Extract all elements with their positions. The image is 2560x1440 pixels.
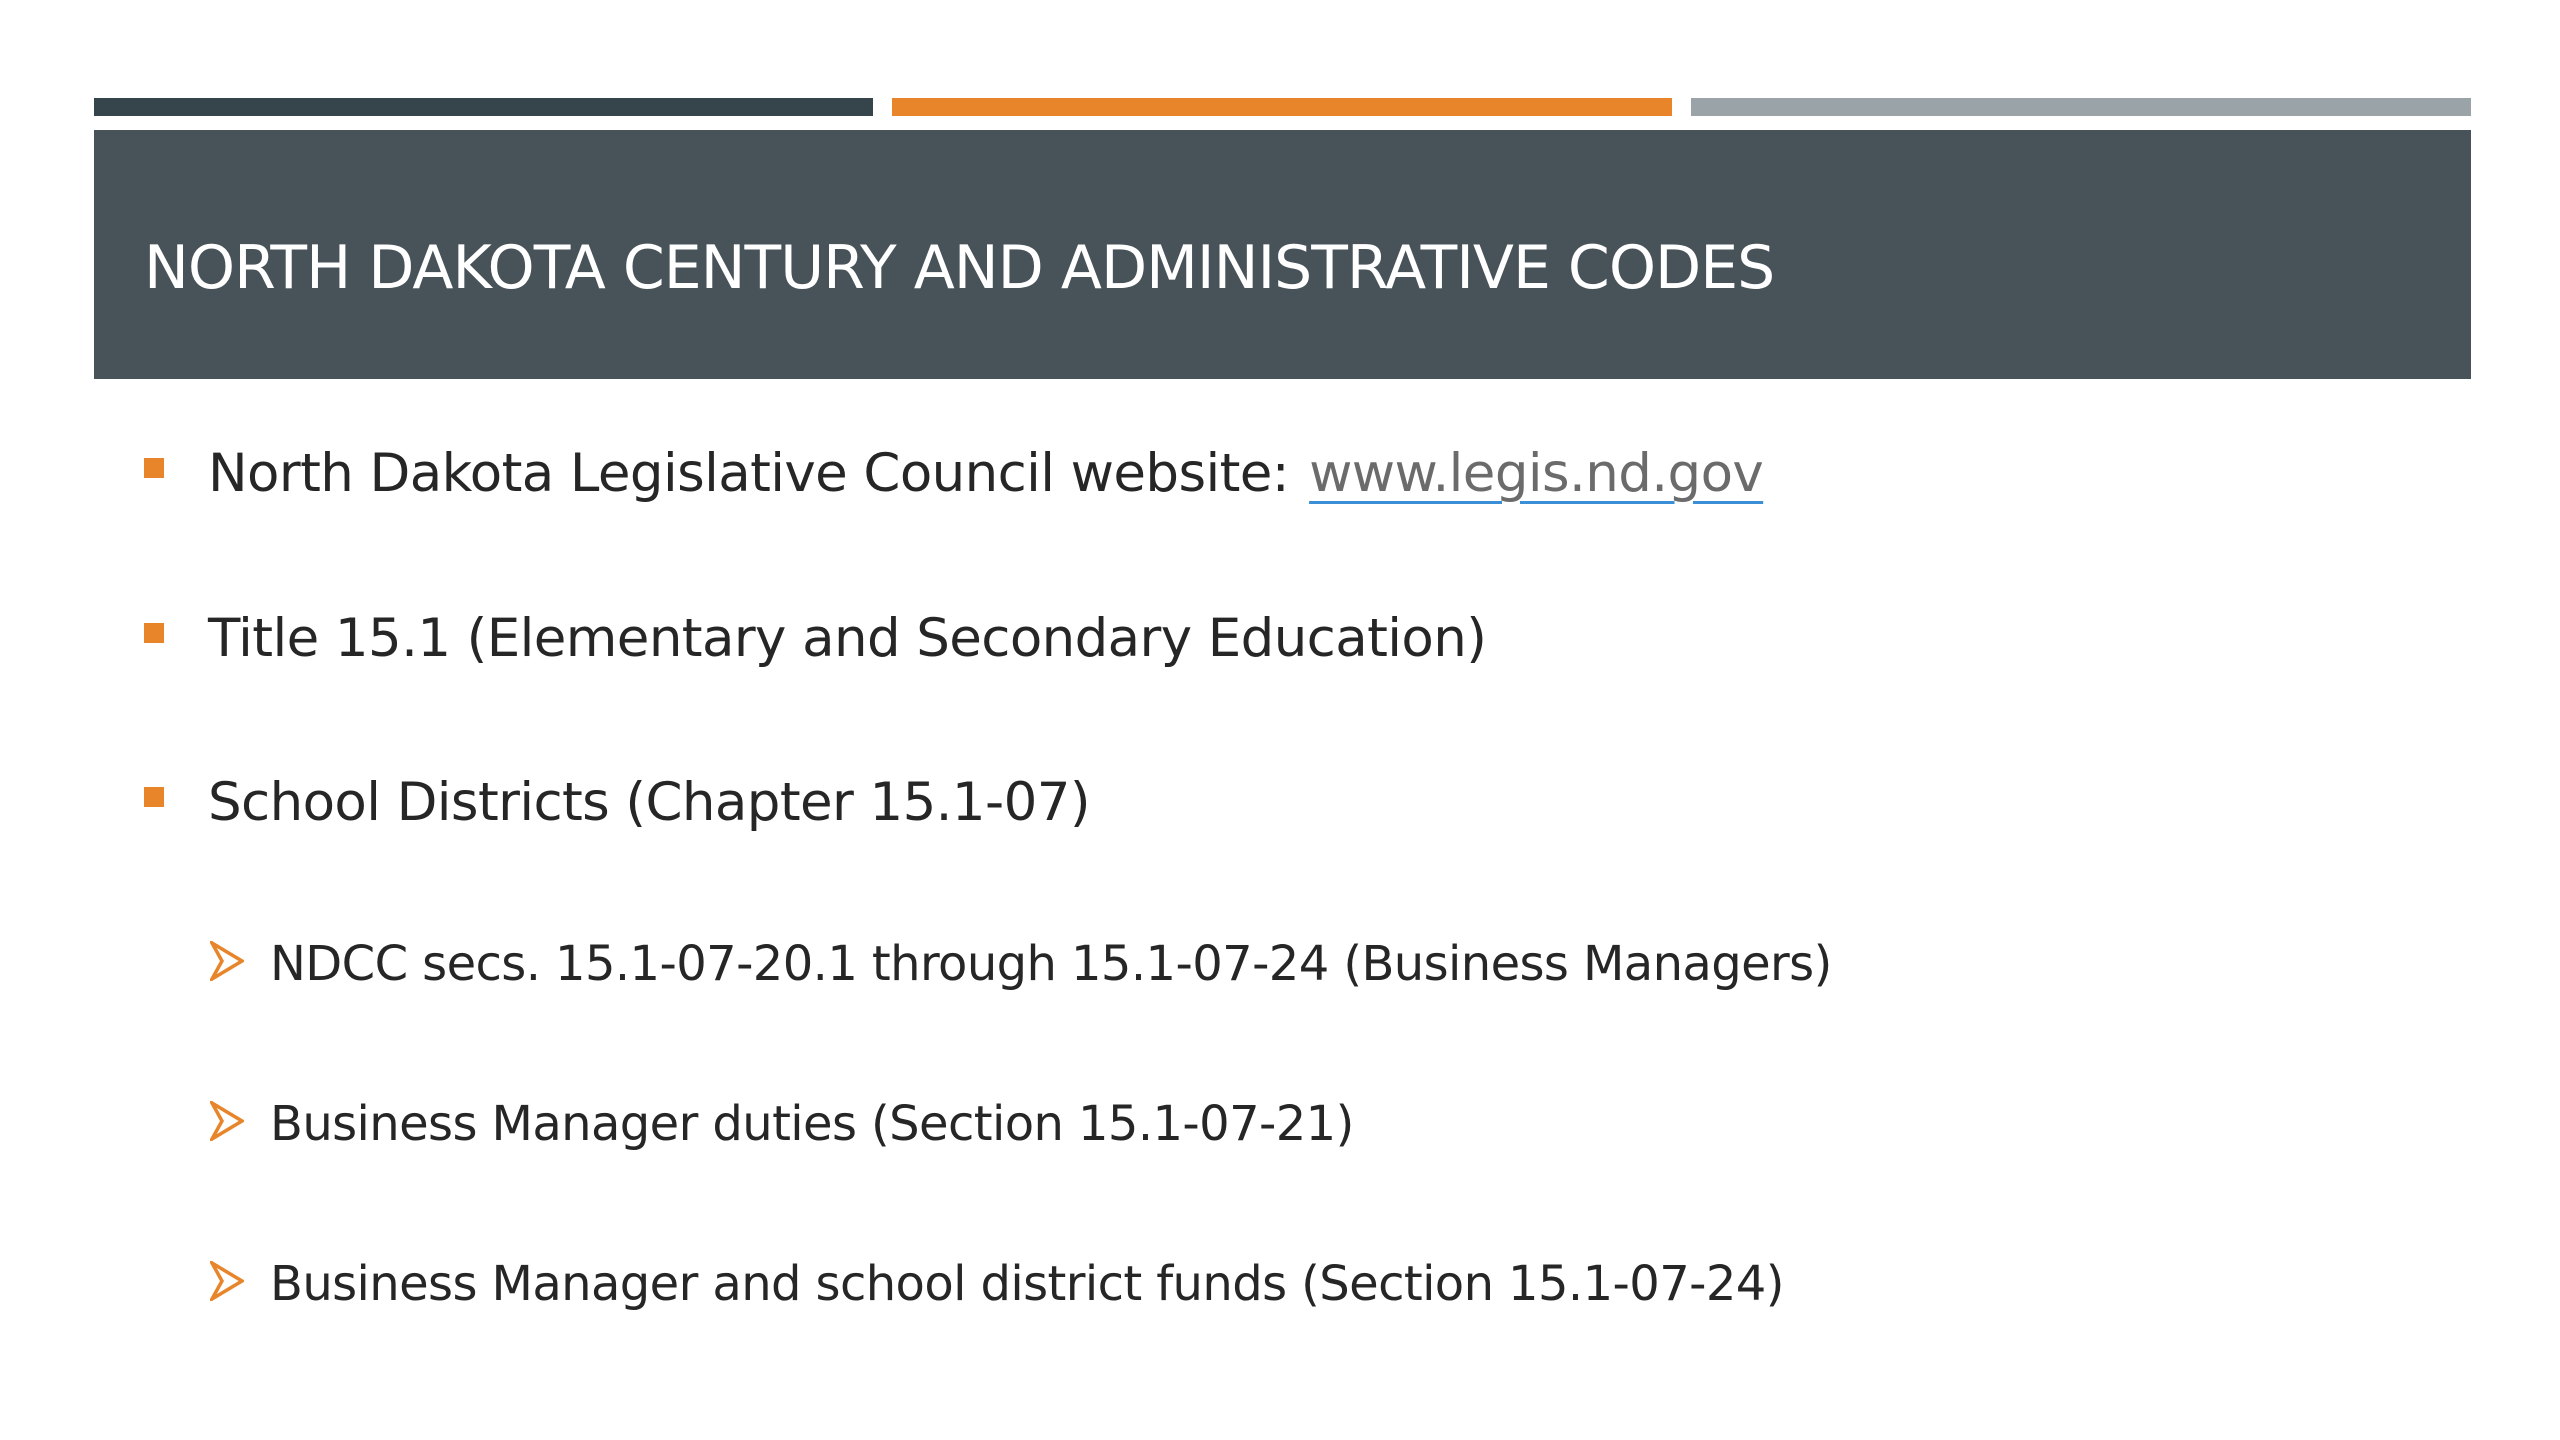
sub-bullet-text: NDCC secs. 15.1-07-20.1 through 15.1-07-24 (Business Managers)	[270, 936, 1832, 992]
square-bullet-icon	[144, 458, 164, 478]
slide-title: NORTH DAKOTA CENTURY AND ADMINISTRATIVE CODES	[144, 232, 1775, 303]
sub-bullet-text: Business Manager duties (Section 15.1-07-21)	[270, 1096, 1354, 1152]
square-bullet-icon	[144, 787, 164, 807]
legis-website-link[interactable]: www.legis.nd.gov	[1309, 443, 1764, 504]
arrowhead-bullet-icon	[210, 941, 244, 981]
bullet-item-title	[144, 608, 1486, 669]
square-bullet-icon	[144, 623, 164, 643]
sub-bullet-text: Business Manager and school district funds (Section 15.1-07-24)	[270, 1256, 1784, 1312]
arrowhead-bullet-icon	[210, 1261, 244, 1301]
arrowhead-bullet-icon	[210, 1101, 244, 1141]
sub-bullet-item	[210, 1256, 1784, 1312]
bullet-text: North Dakota Legislative Council website:	[208, 443, 1290, 504]
bullet-text: School Districts (Chapter 15.1-07)	[208, 772, 1090, 833]
sub-bullet-item	[210, 1096, 1354, 1152]
bullet-item-website	[144, 443, 1763, 504]
bullet-item-school-districts	[144, 772, 1090, 833]
bullet-text: Title 15.1 (Elementary and Secondary Education)	[208, 608, 1487, 669]
sub-bullet-item	[210, 936, 1832, 992]
